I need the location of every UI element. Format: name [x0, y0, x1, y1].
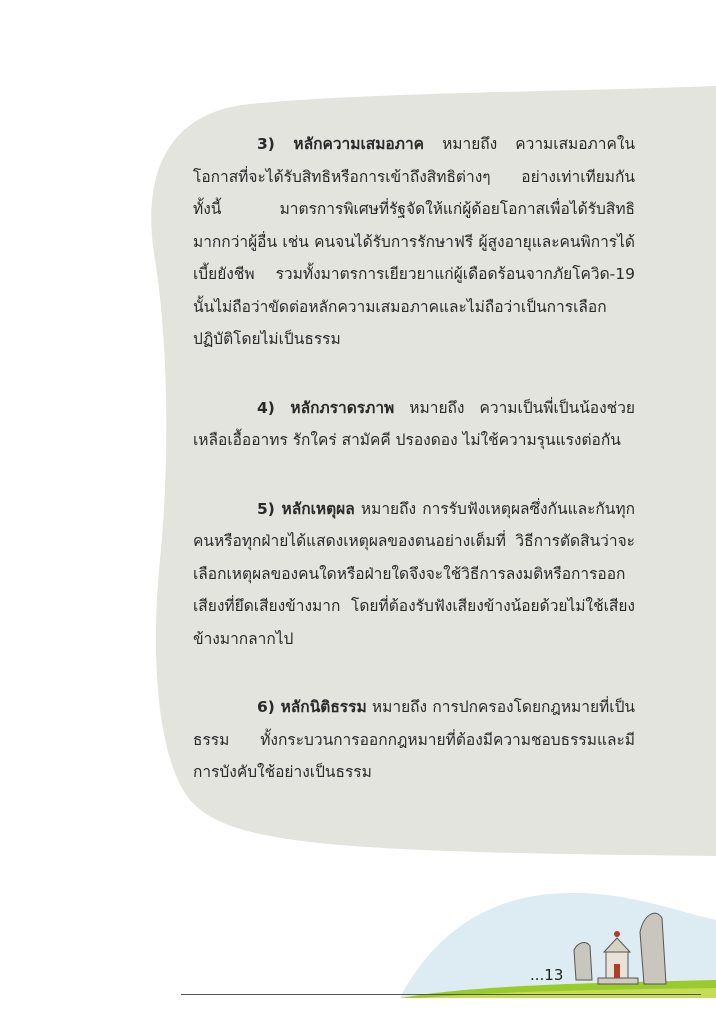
principle-text: หมายถึง ความเสมอภาคในโอกาสที่จะได้รับสิทธิหรือการเข้าถึงสิทธิต่างๆ อย่างเท่าเทียมกันทั้งนี้ มาตรการพิเศษที่รัฐจัดให้แก่ผู้ด้อยโอกาสเพื่อได้รับสิทธิมากกว่าผู้อื่น เช่น คนจนได้รับการรักษาฟรี ผู้สูงอายุและคนพิการได้เบี้ยยังชีพ รวมทั้งมาตรการเยียวยาแก่ผู้เดือดร้อนจากภัยโควิด-19 นั้นไม่ถือว่าขัดต่อหลักความเสมอภาคและไม่ถือว่าเป็นการเลือกปฏิบัติโดยไม่เป็นธรรม — [193, 135, 636, 348]
footer-rule — [181, 994, 701, 995]
principle-text: หมายถึง การปกครองโดยกฎหมายที่เป็นธรรม ทั้งกระบวนการออกกฎหมายที่ต้องมีความชอบธรรมและมีการบังคับใช้อย่างเป็นธรรม — [193, 698, 636, 781]
principle-heading: 3) หลักความเสมอภาค — [257, 135, 425, 153]
principle-equality-paragraph — [193, 128, 635, 356]
principle-heading: 5) หลักเหตุผล — [257, 499, 355, 518]
principle-heading: 4) หลักภราดรภาพ — [257, 398, 395, 417]
content-body — [193, 128, 635, 825]
principle-text: หมายถึง การรับฟังเหตุผลซึ่งกันและกันทุกคนหรือทุกฝ่ายได้แสดงเหตุผลของตนอย่างเต็มที่ วิธีการตัดสินว่าจะเลือกเหตุผลของคนใดหรือฝ่ายใดจึงจะใช้วิธีการลงมติหรือการออกเสียงที่ยึดเสียงข้างมาก โดยที่ต้องรับฟังเสียงข้างน้อยด้วยไม่ใช้เสียงข้างมากลากไป — [193, 499, 635, 648]
principle-heading: 6) หลักนิติธรรม — [257, 698, 367, 716]
page-number: ...13 — [530, 966, 564, 984]
principle-fraternity-paragraph — [193, 392, 635, 457]
principle-text: หมายถึง ความเป็นพี่เป็นน้องช่วยเหลือเอื้ออาทร รักใคร่ สามัคคี ปรองดอง ไม่ใช้ความรุนแรงต่อกัน — [193, 398, 635, 449]
principle-reason-paragraph — [193, 493, 635, 656]
principle-rule-of-law-paragraph — [193, 691, 635, 789]
